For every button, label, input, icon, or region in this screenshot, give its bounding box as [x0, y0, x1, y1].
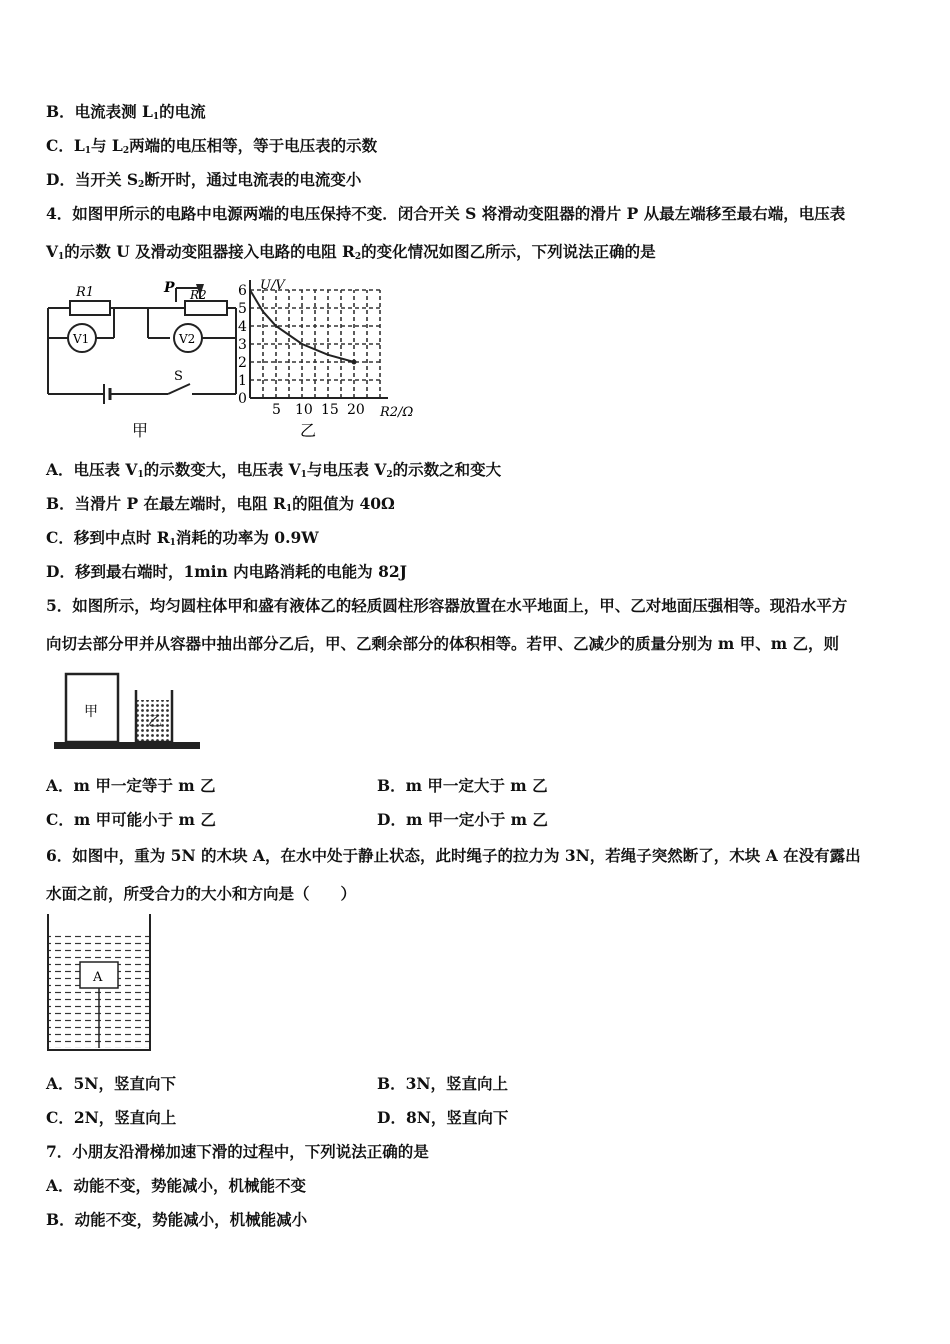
x-tick-label: 20 [347, 402, 365, 418]
y-tick-label: 5 [238, 301, 247, 317]
q4-option-c: C．移到中点时 $R_1$消耗的功率为 0.9W [46, 528, 319, 548]
y-tick-label: 3 [238, 337, 247, 353]
label-jia: 甲 [84, 704, 98, 720]
q5-option-a: A．m 甲一定等于 m 乙 [46, 776, 216, 795]
caption-jia: 甲 [132, 421, 149, 440]
q5-stem-line1: 5．如图所示，均匀圆柱体甲和盛有液体乙的轻质圆柱形容器放置在水平地面上，甲、乙对地面压强相等。现沿水平方 [46, 596, 848, 615]
caption-yi: 乙 [300, 421, 317, 440]
label-p: P [164, 280, 175, 296]
q6-option-a: A．5N，竖直向下 [46, 1074, 176, 1093]
y-tick-label: 6 [238, 283, 247, 299]
q3-option-b: B．电流表测 $L_1$的电流 [46, 102, 206, 122]
chart-ylabel: U/V [260, 278, 285, 293]
resistor-r1 [70, 301, 110, 315]
label-block-a: A [93, 970, 103, 985]
x-tick-label: 5 [272, 402, 281, 418]
label-s: S [174, 369, 183, 384]
ground [54, 742, 200, 749]
y-tick-label: 2 [238, 355, 247, 371]
q6-stem-line1: 6．如图中，重为 5N 的木块 A，在水中处于静止状态，此时绳子的拉力为 3N，若绳子突然断了，木块 A 在没有露出 [46, 846, 861, 865]
label-v2: V2 [179, 332, 196, 346]
q7-option-a: A．动能不变，势能减小，机械能不变 [46, 1176, 307, 1195]
resistor-r2 [185, 301, 227, 315]
label-yi: 乙 [148, 714, 162, 730]
q5-option-b: B．m 甲一定大于 m 乙 [377, 776, 548, 795]
q5-option-d: D．m 甲一定小于 m 乙 [377, 810, 548, 829]
q4-stem-line1: 4．如图甲所示的电路中电源两端的电压保持不变．闭合开关 S 将滑动变阻器的滑片 P 从最左端移至最右端，电压表 [46, 204, 846, 223]
q5-stem-line2: 向切去部分甲并从容器中抽出部分乙后，甲、乙剩余部分的体积相等。若甲、乙减少的质量分别为 m 甲、m 乙，则 [46, 634, 839, 653]
q6-option-c: C．2N，竖直向上 [46, 1108, 177, 1127]
cylinder-container-figure [50, 668, 202, 756]
q3-option-d: D．当开关 $S_2$断开时，通过电流表的电流变小 [46, 170, 362, 190]
x-tick-label: 10 [295, 402, 313, 418]
q6-option-b: B．3N，竖直向上 [377, 1074, 509, 1093]
q3-option-c: C．$L_1$与 $L_2$两端的电压相等，等于电压表的示数 [46, 136, 378, 156]
label-r1: R1 [76, 285, 95, 300]
q4-option-b: B．当滑片 P 在最左端时，电阻 $R_1$的阻值为 40Ω [46, 494, 395, 514]
label-r2: R2 [190, 288, 207, 302]
q6-stem-line2: 水面之前，所受合力的大小和方向是（ ） [46, 884, 357, 903]
chart-xlabel: R2/Ω [380, 405, 414, 420]
y-tick-label: 0 [238, 391, 247, 407]
label-v1: V1 [73, 332, 90, 346]
circuit-diagram [40, 274, 240, 444]
q5-option-c: C．m 甲可能小于 m 乙 [46, 810, 216, 829]
q7-stem: 7．小朋友沿滑梯加速下滑的过程中，下列说法正确的是 [46, 1142, 429, 1161]
q4-stem-line2: $V_1$的示数 U 及滑动变阻器接入电路的电阻 $R_2$的变化情况如图乙所示，下列说法正确的是 [46, 242, 656, 262]
q7-option-b: B．动能不变，势能减小，机械能减小 [46, 1210, 308, 1229]
q4-option-d: D．移到最右端时，1min 内电路消耗的电能为 82J [46, 562, 407, 581]
water-tank-figure [44, 912, 154, 1054]
x-tick-label: 15 [321, 402, 339, 418]
q6-option-d: D．8N，竖直向下 [377, 1108, 509, 1127]
q4-option-a: A．电压表 $V_1$的示数变大，电压表 $V_1$与电压表 $V_2$的示数之和变大 [46, 460, 502, 480]
y-tick-label: 1 [238, 373, 247, 389]
u-r-chart [230, 274, 430, 444]
y-tick-label: 4 [238, 319, 247, 335]
